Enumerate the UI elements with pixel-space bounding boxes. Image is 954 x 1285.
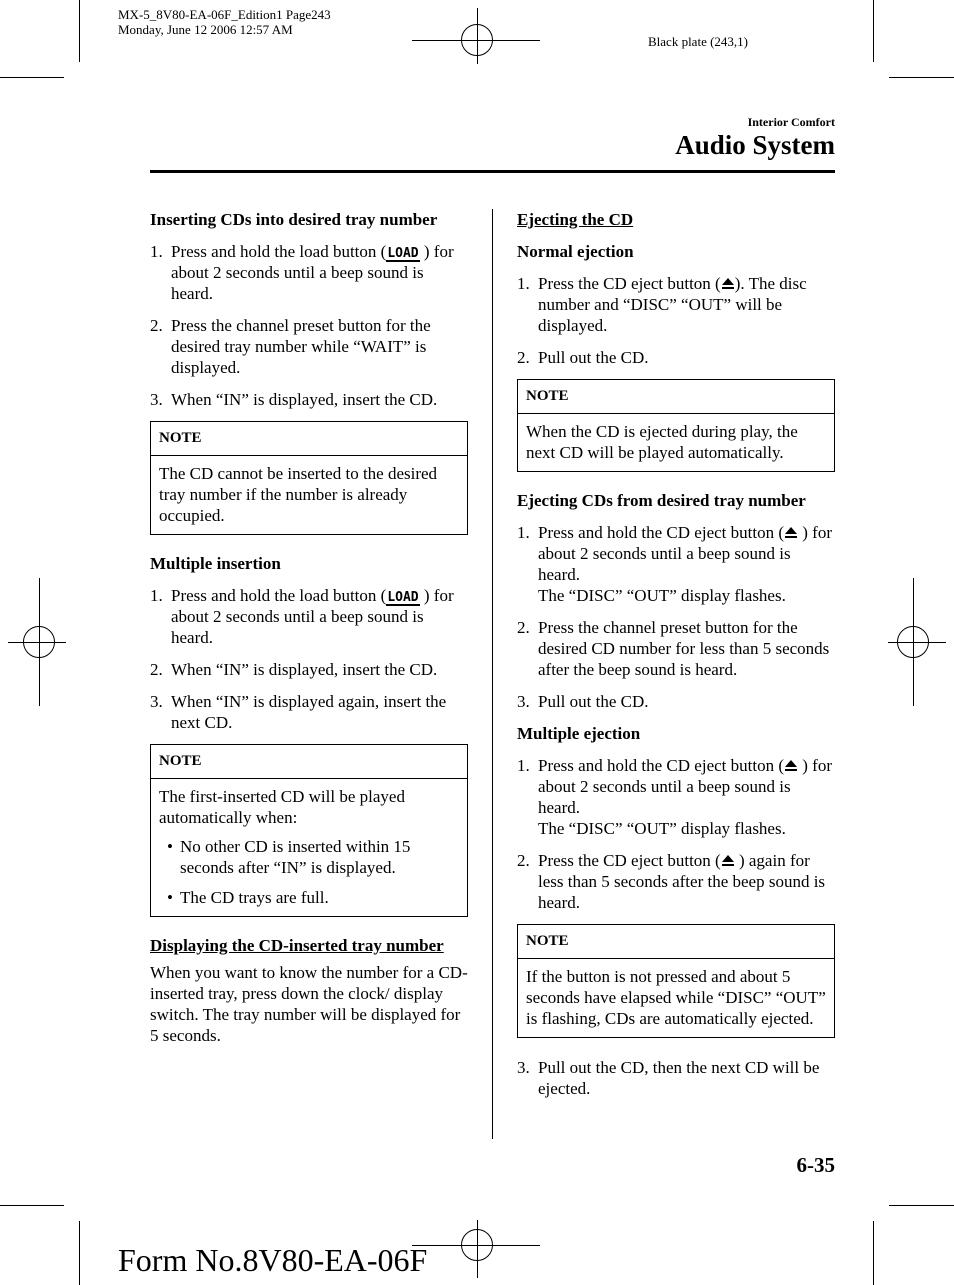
step-item: 1. Press the CD eject button ( ). The disc number and “DISC” “OUT” will be displayed. (517, 274, 807, 335)
note-text: If the button is not pressed and about 5 seconds have elapsed while “DISC” “OUT” is flashing, CDs are automatically ejected. (526, 967, 826, 1028)
right-column (517, 209, 835, 1110)
registration-mark (8, 642, 66, 643)
step-list (517, 522, 835, 712)
step-list (517, 1057, 835, 1099)
bullet-item: • No other CD is inserted within 15 seconds after “IN” is displayed. (167, 837, 411, 877)
note-text: The first-inserted CD will be played automatically when: (159, 787, 405, 827)
crop-mark (0, 1205, 64, 1206)
bullet-item: • The CD trays are full. (167, 888, 329, 907)
step-item: 1. Press and hold the load button (LOAD ) for about 2 seconds until a beep sound is heard. (150, 586, 454, 647)
step-item: 2. When “IN” is displayed, insert the CD. (150, 660, 438, 679)
step-item: 3. When “IN” is displayed again, insert the next CD. (150, 692, 447, 732)
column-divider (492, 209, 493, 1139)
eject-icon (784, 759, 798, 772)
crop-mark (873, 1221, 874, 1285)
header-rule (150, 170, 835, 173)
eject-icon (721, 854, 735, 867)
crop-mark (889, 77, 954, 78)
load-button-icon: LOAD (387, 590, 419, 605)
file-info: MX-5_8V80-EA-06F_Edition1 Page243 (118, 7, 331, 22)
crop-mark (873, 0, 874, 62)
step-item: 3. Pull out the CD, then the next CD will be ejected. (517, 1058, 820, 1098)
step-item: 2. Press the CD eject button ( ) again for less than 5 seconds after the beep sound is heard. (517, 851, 826, 912)
step-item: 1. Press and hold the CD eject button ( ) for about 2 seconds until a beep sound is heard. The “DISC” “OUT” display flashes. (517, 756, 832, 838)
section-label: Interior Comfort (747, 115, 835, 129)
left-column (150, 209, 468, 1046)
note-box (517, 379, 835, 472)
subsection-heading: Normal ejection (517, 242, 634, 261)
registration-mark (39, 578, 40, 706)
subsection-heading: Multiple ejection (517, 724, 641, 743)
eject-icon (721, 277, 735, 290)
subsection-heading: Ejecting CDs from desired tray number (517, 491, 806, 510)
crop-mark (79, 1221, 80, 1285)
note-heading: NOTE (151, 422, 467, 456)
step-item: 1. Press and hold the CD eject button ( ) for about 2 seconds until a beep sound is heard. The “DISC” “OUT” display flashes. (517, 523, 832, 605)
note-text: When the CD is ejected during play, the next CD will be played automatically. (526, 422, 798, 462)
section-heading: Multiple insertion (150, 554, 281, 573)
note-text: The CD cannot be inserted to the desired tray number if the number is already occupied. (159, 464, 438, 525)
step-list (150, 241, 468, 410)
crop-mark (79, 0, 80, 62)
body-text: When you want to know the number for a CD-inserted tray, press down the clock/ display switch. The tray number will be displayed for 5 seconds. (150, 963, 468, 1045)
step-item: 2. Press the channel preset button for the desired tray number while “WAIT” is displayed. (150, 316, 431, 377)
note-heading: NOTE (151, 745, 467, 779)
form-number: Form No.8V80-EA-06F (118, 1242, 428, 1278)
section-heading: Inserting CDs into desired tray number (150, 210, 438, 229)
registration-mark (412, 1245, 540, 1246)
page-number: 6-35 (796, 1153, 835, 1177)
note-body (151, 779, 467, 916)
step-item: 3. Pull out the CD. (517, 692, 649, 711)
step-item: 1. Press and hold the load button (LOAD ) for about 2 seconds until a beep sound is heard. (150, 242, 454, 303)
load-button-icon: LOAD (387, 246, 419, 261)
note-box (150, 744, 468, 917)
note-box (517, 924, 835, 1038)
date-info: Monday, June 12 2006 12:57 AM (118, 22, 293, 37)
registration-mark (412, 40, 540, 41)
plate-info: Black plate (243,1) (648, 34, 748, 49)
step-item: 2. Pull out the CD. (517, 348, 649, 367)
registration-mark (477, 8, 478, 64)
crop-mark (0, 77, 64, 78)
step-item: 3. When “IN” is displayed, insert the CD. (150, 390, 438, 409)
step-list (517, 755, 835, 913)
section-heading: Ejecting the CD (517, 210, 634, 229)
section-heading: Displaying the CD-inserted tray number (150, 936, 444, 955)
registration-mark (888, 642, 946, 643)
page-title: Audio System (675, 130, 835, 160)
step-item: 2. Press the channel preset button for the desired CD number for less than 5 seconds after the beep sound is heard. (517, 618, 830, 679)
step-list (150, 585, 468, 733)
registration-mark (477, 1220, 478, 1278)
step-list (517, 273, 835, 368)
note-bullets (159, 836, 459, 908)
note-box (150, 421, 468, 535)
registration-mark (913, 578, 914, 706)
note-heading: NOTE (518, 380, 834, 414)
note-heading: NOTE (518, 925, 834, 959)
crop-mark (889, 1205, 954, 1206)
eject-icon (784, 526, 798, 539)
